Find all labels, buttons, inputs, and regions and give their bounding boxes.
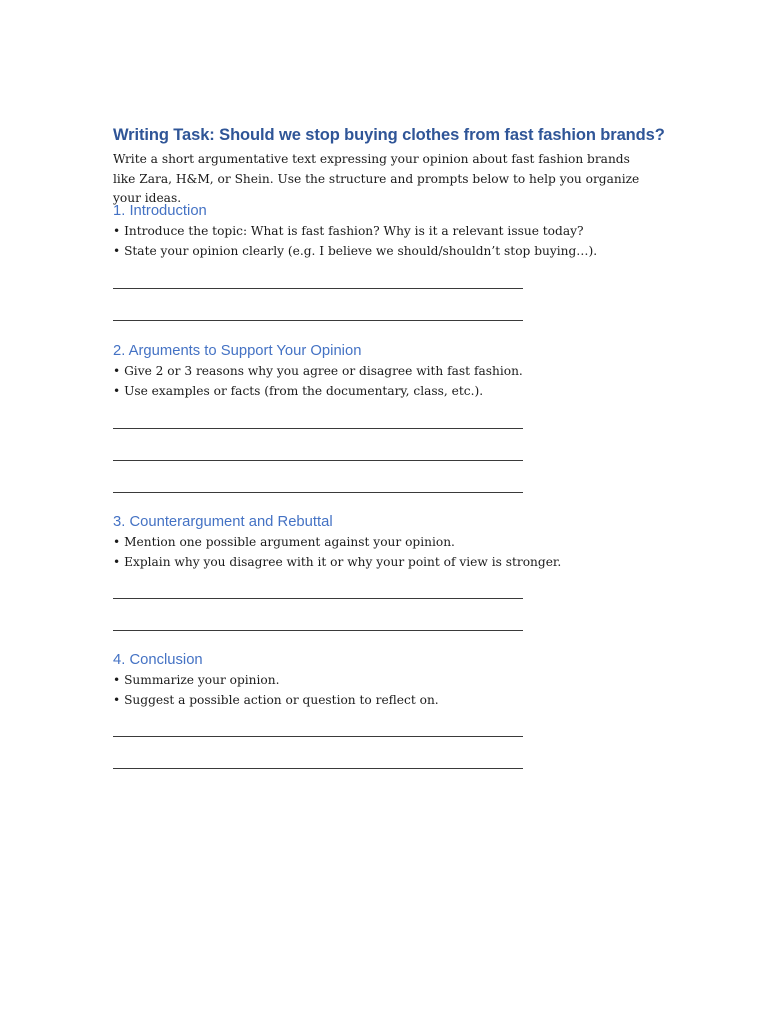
answer-line[interactable] [113,768,523,769]
section-heading: 1. Introduction [113,203,207,219]
prompt-bullet: • Suggest a possible action or question to reflect on. [113,692,439,707]
answer-line[interactable] [113,288,523,289]
task-instructions: Write a short argumentative text expressing your opinion about fast fashion brands like Zara, H&M, or Shein. Use the structure and prompts below to help you organize your ideas. [113,152,640,205]
prompt-bullet: • Mention one possible argument against your opinion. [113,535,455,549]
page-title: Writing Task: Should we stop buying clothes from fast fashion brands? [113,126,665,144]
prompt-bullet: • Give 2 or 3 reasons why you agree or disagree with fast fashion. [113,364,523,378]
prompt-bullet: • Explain why you disagree with it or why your point of view is stronger. [113,554,562,569]
answer-line[interactable] [113,598,523,599]
prompt-bullet: • State your opinion clearly (e.g. I believe we should/shouldn’t stop buying…). [113,243,598,258]
answer-line[interactable] [113,630,523,631]
prompt-bullet: • Summarize your opinion. [113,673,280,687]
answer-line[interactable] [113,492,523,493]
answer-line[interactable] [113,428,523,429]
section-arguments [113,341,673,401]
answer-line[interactable] [113,736,523,737]
section-conclusion [113,650,673,710]
section-introduction [113,201,673,261]
section-counterargument [113,512,673,572]
answer-line[interactable] [113,320,523,321]
section-heading: 2. Arguments to Support Your Opinion [113,343,362,359]
section-heading: 3. Counterargument and Rebuttal [113,514,333,530]
prompt-bullet: • Introduce the topic: What is fast fashion? Why is it a relevant issue today? [113,224,584,238]
worksheet [113,124,673,707]
section-heading: 4. Conclusion [113,652,203,668]
prompt-bullet: • Use examples or facts (from the documentary, class, etc.). [113,383,484,398]
answer-line[interactable] [113,460,523,461]
